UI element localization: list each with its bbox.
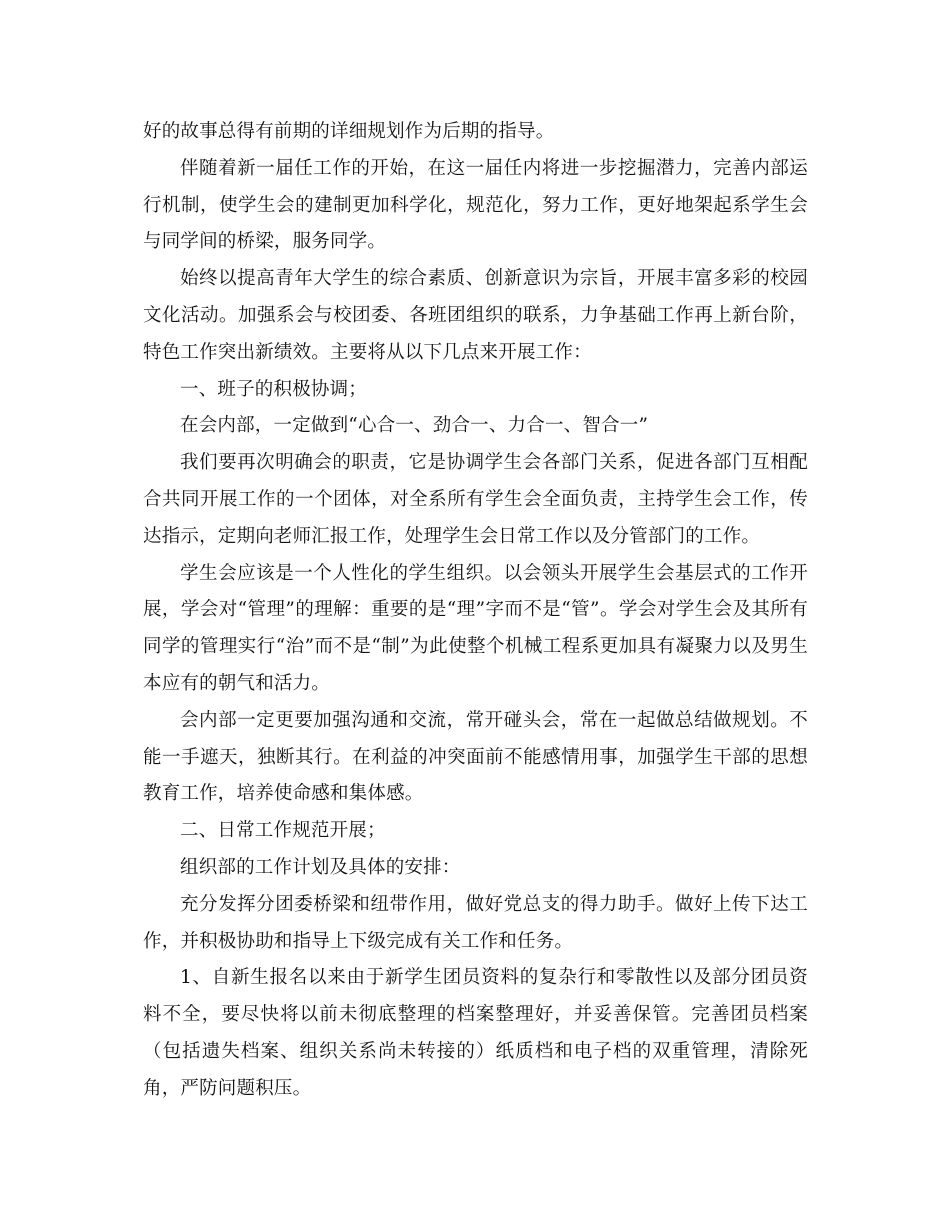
document-body <box>143 114 808 1108</box>
paragraph-term-start: 伴随着新一届任工作的开始，在这一届任内将进一步挖掘潜力，完善内部运行机制，使学生会的建制更加科学化，规范化，努力工作，更好地架起系学生会与同学间的桥梁，服务同学。 <box>143 157 808 253</box>
paragraph-continued: 好的故事总得有前期的详细规划作为后期的指导。 <box>143 121 555 142</box>
paragraph-bridge-role: 充分发挥分团委桥梁和纽带作用，做好党总支的得力助手。做好上传下达工作，并积极协助和指导上下级完成有关工作和任务。 <box>143 893 808 952</box>
paragraph-purpose: 始终以提高青年大学生的综合素质、创新意识为宗旨，开展丰富多彩的校园文化活动。加强系会与校团委、各班团组织的联系，力争基础工作再上新台阶，特色工作突出新绩效。主要将从以下几点来开展工作： <box>143 268 808 363</box>
paragraph-unity-motto: 在会内部，一定做到“心合一、劲合一、力合一、智合一” <box>180 415 649 437</box>
paragraph-organization-plan: 组织部的工作计划及具体的安排： <box>180 856 461 878</box>
paragraph-communication: 会内部一定更要加强沟通和交流，常开碰头会，常在一起做总结做规划。不能一手遮天，独断其行。在利益的冲突面前不能感情用事，加强学生干部的思想教育工作，培养使命感和集体感。 <box>143 709 808 805</box>
section-heading-coordination: 一、班子的积极协调； <box>180 378 368 400</box>
section-heading-daily-work: 二、日常工作规范开展； <box>180 820 386 842</box>
paragraph-item-1-archives: 1、自新生报名以来由于新学生团员资料的复杂行和零散性以及部分团员资料不全，要尽快将以前未彻底整理的档案整理好，并妥善保管。完善团员档案（包括遗失档案、组织关系尚未转接的）纸质档和电子档的双重管理，清除死角，严防问题积压。 <box>143 967 808 1099</box>
paragraph-humanized-organization: 学生会应该是一个人性化的学生组织。以会领头开展学生会基层式的工作开展，学会对“管理”的理解：重要的是“理”字而不是“管”。学会对学生会及其所有同学的管理实行“治”而不是“制”为此使整个机械工程系更加具有凝聚力以及男生本应有的朝气和活力。 <box>143 562 808 694</box>
paragraph-duties: 我们要再次明确会的职责，它是协调学生会各部门关系，促进各部门互相配合共同开展工作的一个团体，对全系所有学生会全面负责，主持学生会工作，传达指示，定期向老师汇报工作，处理学生会日常工作以及分管部门的工作。 <box>143 452 808 547</box>
